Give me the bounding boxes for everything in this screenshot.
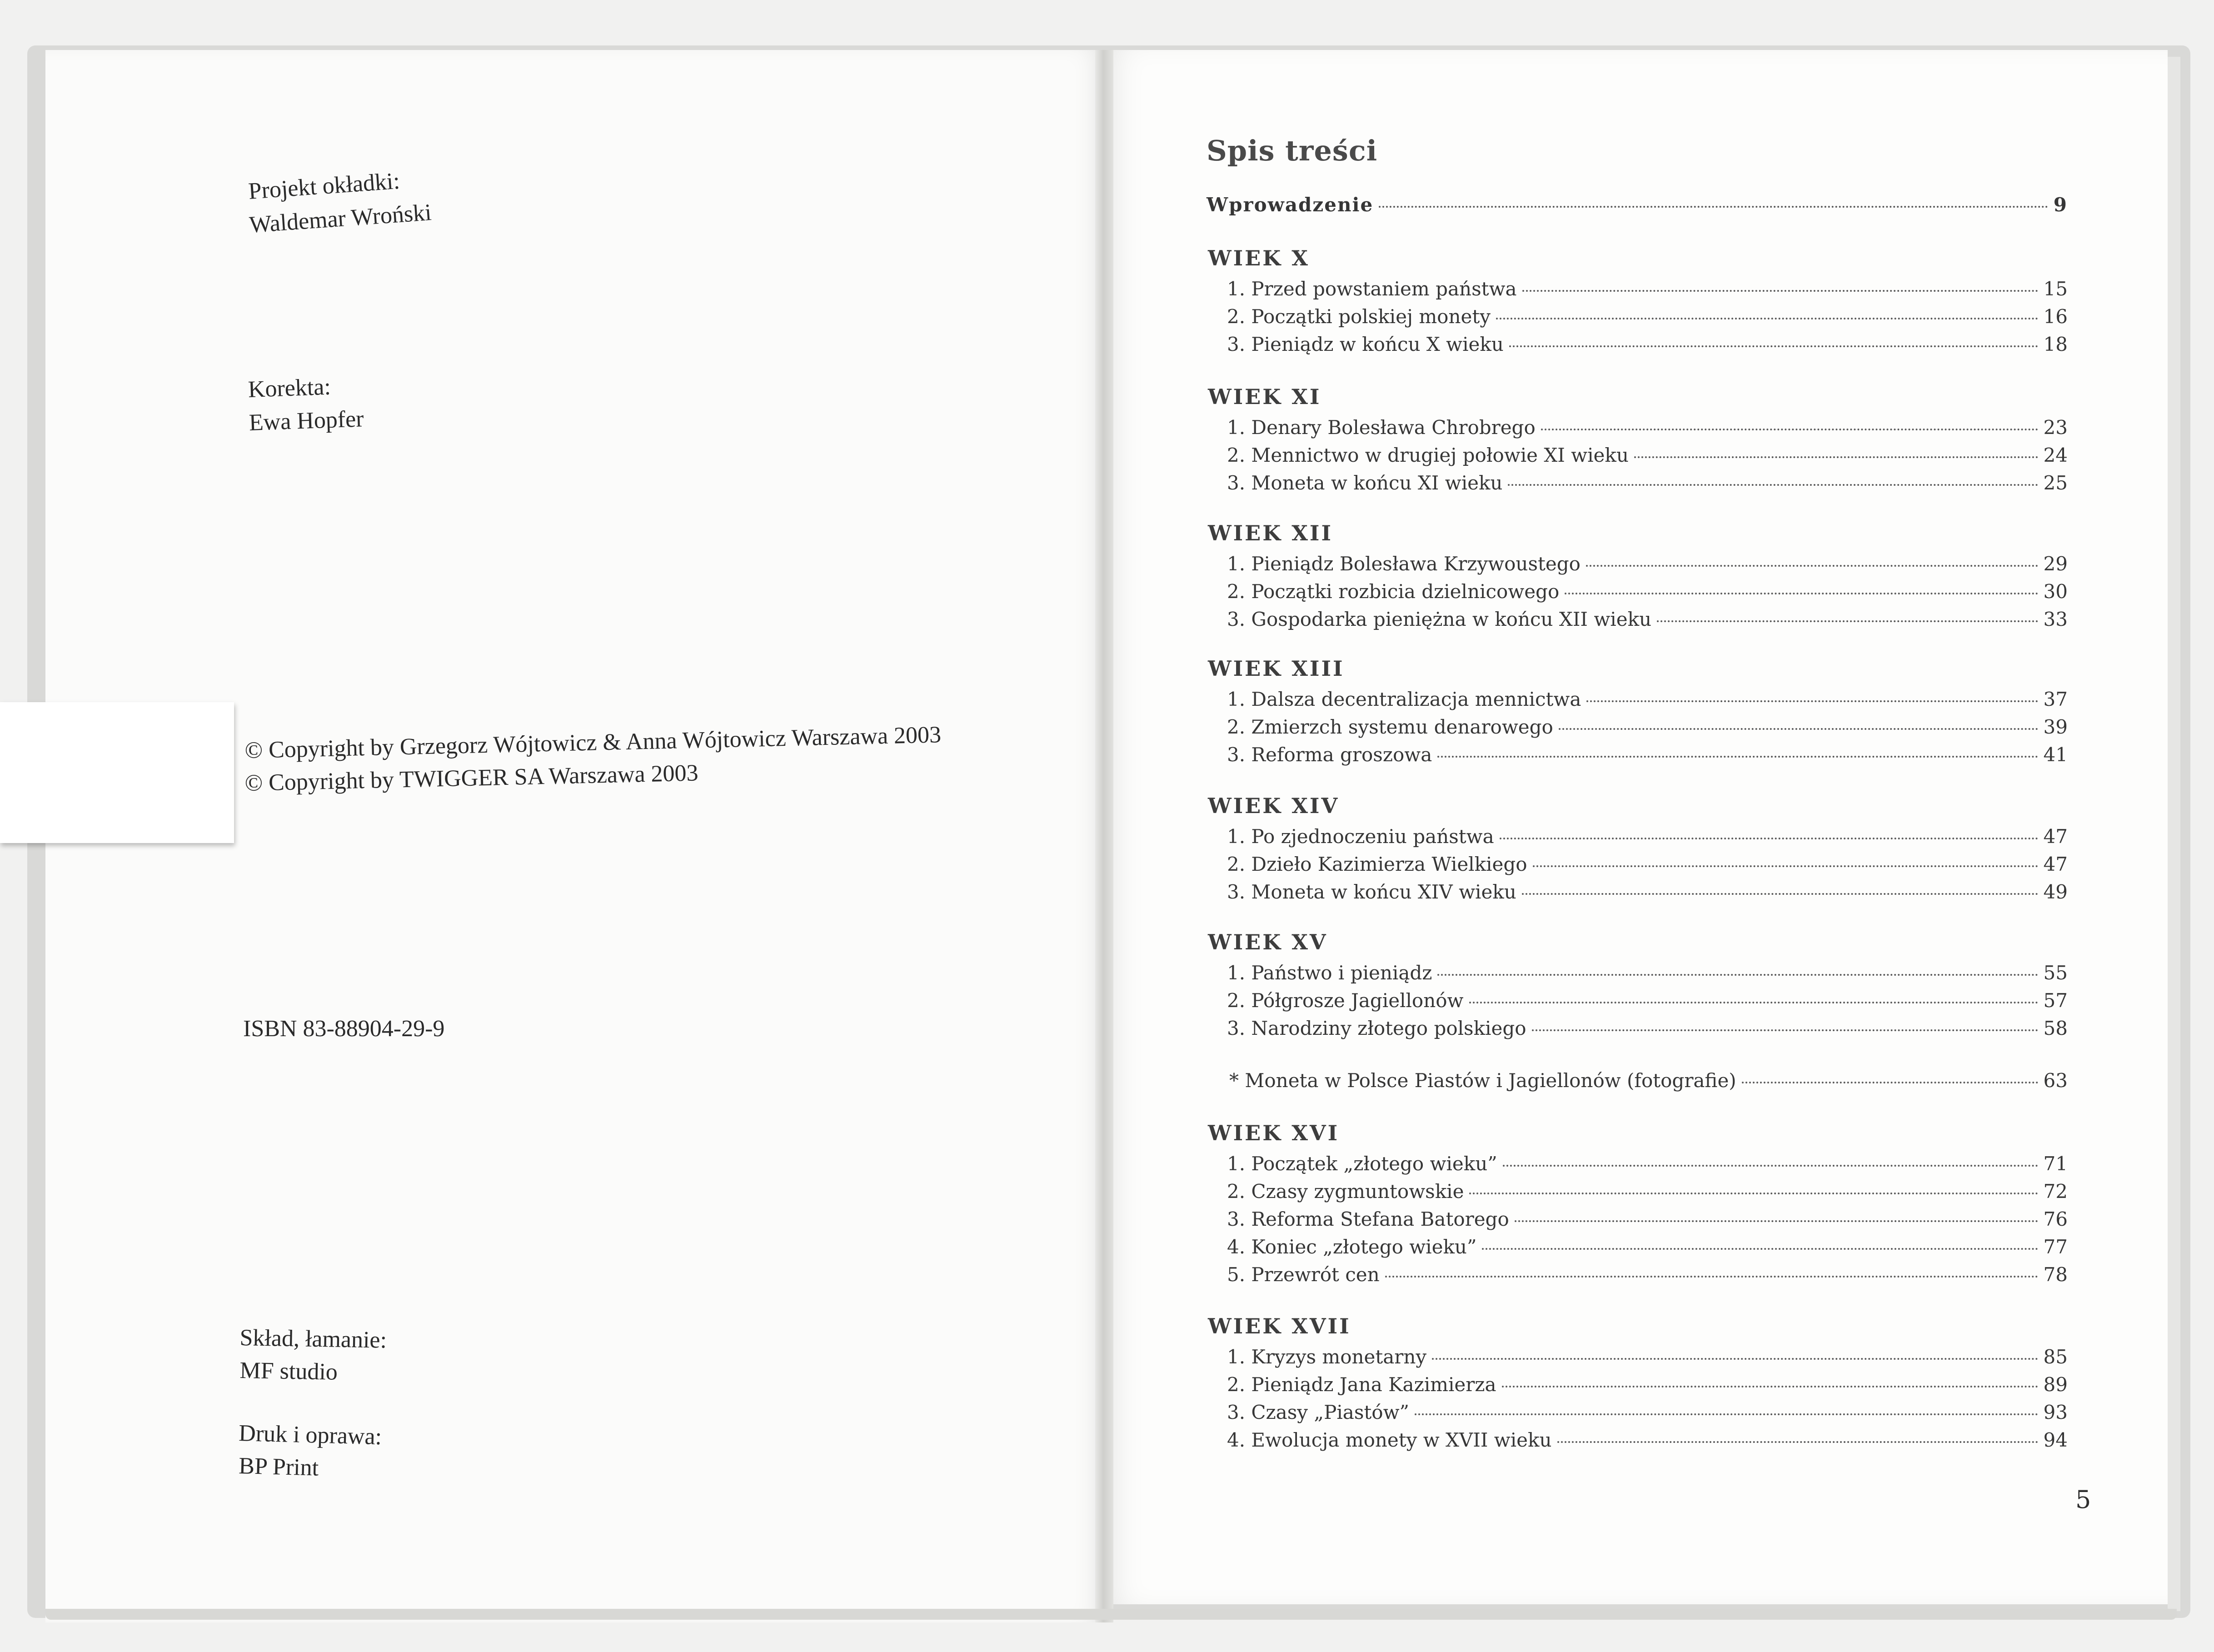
toc-entry — [1227, 1403, 2068, 1422]
leader-dots — [1437, 756, 2038, 758]
toc-entry-page: 76 — [2043, 1208, 2068, 1230]
toc-entry-page: 39 — [2043, 716, 2068, 738]
toc-entry — [1227, 1182, 2068, 1201]
toc-entry-label: 2. Pieniądz Jana Kazimierza — [1227, 1373, 1496, 1396]
toc-entry-page: 24 — [2043, 444, 2068, 466]
toc-entry-page: 29 — [2043, 553, 2068, 575]
toc-entry — [1227, 963, 2068, 983]
toc-entry-page: 93 — [2043, 1401, 2068, 1423]
toc-entry-label: 2. Czasy zygmuntowskie — [1227, 1180, 1464, 1203]
toc-entry — [1229, 1071, 2068, 1090]
leader-dots — [1482, 1248, 2038, 1250]
leader-dots — [1379, 206, 2048, 208]
leader-dots — [1508, 484, 2038, 486]
toc-entry — [1227, 279, 2068, 299]
toc-entry — [1227, 1348, 2068, 1367]
printing-label: Druk i oprawa: — [238, 1420, 382, 1450]
toc-entry — [1227, 827, 2068, 846]
toc-entry-label: 2. Początki rozbicia dzielnicowego — [1227, 580, 1560, 603]
toc-entry-page: 78 — [2043, 1263, 2068, 1286]
leader-dots — [1742, 1082, 2038, 1083]
isbn: ISBN 83-88904-29-9 — [243, 1016, 445, 1042]
toc-entry-label: 3. Moneta w końcu XI wieku — [1227, 472, 1503, 494]
toc-entry-page: 25 — [2043, 472, 2068, 494]
toc-intro — [1207, 195, 2068, 215]
toc-entry-page: 72 — [2043, 1180, 2068, 1203]
toc-entry-page: 37 — [2043, 688, 2068, 710]
toc-entry — [1227, 883, 2068, 902]
toc-entry-page: 41 — [2043, 744, 2068, 766]
toc-entry-label: 1. Dalsza decentralizacja mennictwa — [1227, 688, 1581, 710]
toc-entry-label: 5. Przewrót cen — [1227, 1263, 1380, 1286]
leader-dots — [1541, 429, 2038, 430]
leader-dots — [1469, 1002, 2038, 1003]
toc-section-heading: WIEK XI — [1208, 384, 1321, 409]
toc-entry-label: 3. Czasy „Piastów” — [1227, 1401, 1409, 1423]
toc-intro-page: 9 — [2053, 194, 2068, 216]
leader-dots — [1565, 593, 2038, 594]
leader-dots — [1634, 456, 2038, 458]
toc-section-heading: WIEK XVII — [1208, 1314, 1351, 1338]
leader-dots — [1469, 1193, 2038, 1194]
toc-section-heading: WIEK XVI — [1208, 1121, 1340, 1145]
toc-entry-page: 49 — [2043, 881, 2068, 903]
toc-intro-label: Wprowadzenie — [1207, 194, 1374, 216]
toc-entry — [1227, 335, 2068, 354]
toc-entry-page: 77 — [2043, 1236, 2068, 1258]
leader-dots — [1532, 1029, 2038, 1031]
toc-section-heading: WIEK XV — [1208, 930, 1328, 954]
toc-entry-label: 2. Mennictwo w drugiej połowie XI wieku — [1227, 444, 1629, 466]
leader-dots — [1500, 838, 2038, 839]
toc-entry — [1227, 418, 2068, 437]
toc-entry-page: 94 — [2043, 1429, 2068, 1451]
proofreading-name: Ewa Hopfer — [248, 406, 364, 436]
toc-entry-label: 2. Półgrosze Jagiellonów — [1227, 989, 1464, 1012]
cover-design-name: Waldemar Wroński — [248, 200, 433, 238]
toc-entry — [1227, 446, 2068, 465]
leader-dots — [1503, 1165, 2038, 1167]
toc-entry-page: 58 — [2043, 1017, 2068, 1039]
toc-entry-label: 1. Denary Bolesława Chrobrego — [1227, 416, 1536, 439]
copyright-line-1: © Copyright by Grzegorz Wójtowicz & Anna Wójtowicz Warszawa 2003 — [244, 722, 942, 764]
toc-entry-label: 1. Pieniądz Bolesława Krzywoustego — [1227, 553, 1581, 575]
book-bottom-edge — [45, 1609, 2177, 1620]
toc-entry-label: * Moneta w Polsce Piastów i Jagiellonów (fotografie) — [1229, 1069, 1736, 1092]
toc-entry-page: 55 — [2043, 962, 2068, 984]
typesetting-label: Skład, łamanie: — [239, 1325, 387, 1353]
leader-dots — [1437, 974, 2038, 976]
toc-entry — [1227, 745, 2068, 764]
toc-entry — [1227, 610, 2068, 629]
toc-entry — [1227, 1154, 2068, 1173]
toc-entry-label: 3. Narodziny złotego polskiego — [1227, 1017, 1526, 1039]
leader-dots — [1502, 1386, 2038, 1387]
toc-entry — [1227, 690, 2068, 709]
toc-entry-label: 3. Reforma groszowa — [1227, 744, 1432, 766]
toc-entry-label: 1. Kryzys monetarny — [1227, 1346, 1427, 1368]
toc-section-heading: WIEK XII — [1208, 521, 1333, 545]
toc-entry-label: 3. Gospodarka pieniężna w końcu XII wieku — [1227, 608, 1652, 630]
leader-dots — [1657, 620, 2038, 622]
toc-entry-page: 57 — [2043, 989, 2068, 1012]
toc-section-heading: WIEK XIII — [1208, 656, 1345, 681]
toc-entry — [1227, 855, 2068, 874]
toc-entry-label: 1. Początek „złotego wieku” — [1227, 1153, 1497, 1175]
toc-entry — [1227, 1265, 2068, 1284]
toc-entry-label: 1. Przed powstaniem państwa — [1227, 278, 1517, 300]
toc-entry-page: 85 — [2043, 1346, 2068, 1368]
leader-dots — [1557, 1441, 2038, 1443]
toc-entry — [1227, 1238, 2068, 1257]
cover-design-label: Projekt okładki: — [247, 168, 401, 205]
toc-entry — [1227, 1019, 2068, 1038]
toc-entry-label: 1. Po zjednoczeniu państwa — [1227, 825, 1494, 848]
toc-entry-page: 23 — [2043, 416, 2068, 439]
toc-entry-page: 33 — [2043, 608, 2068, 630]
toc-entry-label: 2. Zmierzch systemu denarowego — [1227, 716, 1553, 738]
toc-section-heading: WIEK XIV — [1208, 794, 1340, 818]
typesetting-name: MF studio — [239, 1358, 338, 1385]
toc-entry-label: 3. Pieniądz w końcu X wieku — [1227, 333, 1504, 355]
leader-dots — [1432, 1358, 2038, 1360]
toc-entry-page: 30 — [2043, 580, 2068, 603]
leader-dots — [1496, 318, 2038, 319]
toc-entry — [1227, 307, 2068, 326]
leader-dots — [1522, 290, 2038, 292]
leader-dots — [1533, 865, 2038, 867]
leader-dots — [1559, 728, 2038, 730]
book-gutter — [1095, 50, 1113, 1622]
toc-title: Spis treści — [1207, 134, 1378, 167]
toc-entry — [1227, 474, 2068, 493]
leader-dots — [1586, 565, 2038, 567]
leader-dots — [1522, 893, 2038, 895]
toc-entry — [1227, 554, 2068, 574]
leader-dots — [1509, 345, 2038, 347]
proofreading-label: Korekta: — [247, 374, 331, 403]
toc-entry-page: 47 — [2043, 825, 2068, 848]
toc-entry-label: 2. Początki polskiej monety — [1227, 305, 1491, 328]
toc-section-heading: WIEK X — [1208, 246, 1310, 270]
toc-entry-page: 15 — [2043, 278, 2068, 300]
toc-entry-page: 71 — [2043, 1153, 2068, 1175]
toc-entry-page: 47 — [2043, 853, 2068, 875]
toc-entry-page: 89 — [2043, 1373, 2068, 1396]
leader-dots — [1415, 1413, 2038, 1415]
leader-dots — [1586, 700, 2038, 702]
toc-entry-label: 4. Ewolucja monety w XVII wieku — [1227, 1429, 1552, 1451]
toc-entry — [1227, 582, 2068, 601]
toc-entry — [1227, 1210, 2068, 1229]
toc-entry-label: 2. Dzieło Kazimierza Wielkiego — [1227, 853, 1527, 875]
leader-dots — [1385, 1276, 2038, 1278]
cover-flap — [0, 702, 234, 843]
toc-entry-label: 3. Moneta w końcu XIV wieku — [1227, 881, 1516, 903]
toc-entry — [1227, 718, 2068, 737]
toc-entry-page: 16 — [2043, 305, 2068, 328]
toc-entry-label: 3. Reforma Stefana Batorego — [1227, 1208, 1509, 1230]
toc-entry-label: 4. Koniec „złotego wieku” — [1227, 1236, 1477, 1258]
toc-entry — [1227, 1375, 2068, 1394]
leader-dots — [1515, 1220, 2038, 1222]
toc-entry-label: 1. Państwo i pieniądz — [1227, 962, 1432, 984]
toc-entry-page: 18 — [2043, 333, 2068, 355]
page-edge — [2168, 57, 2180, 1611]
toc-entry — [1227, 1431, 2068, 1450]
toc-entry-page: 63 — [2043, 1069, 2068, 1092]
toc-entry — [1227, 991, 2068, 1010]
printing-name: BP Print — [238, 1453, 319, 1481]
page-number: 5 — [2075, 1485, 2091, 1514]
copyright-line-2: © Copyright by TWIGGER SA Warszawa 2003 — [244, 760, 699, 796]
